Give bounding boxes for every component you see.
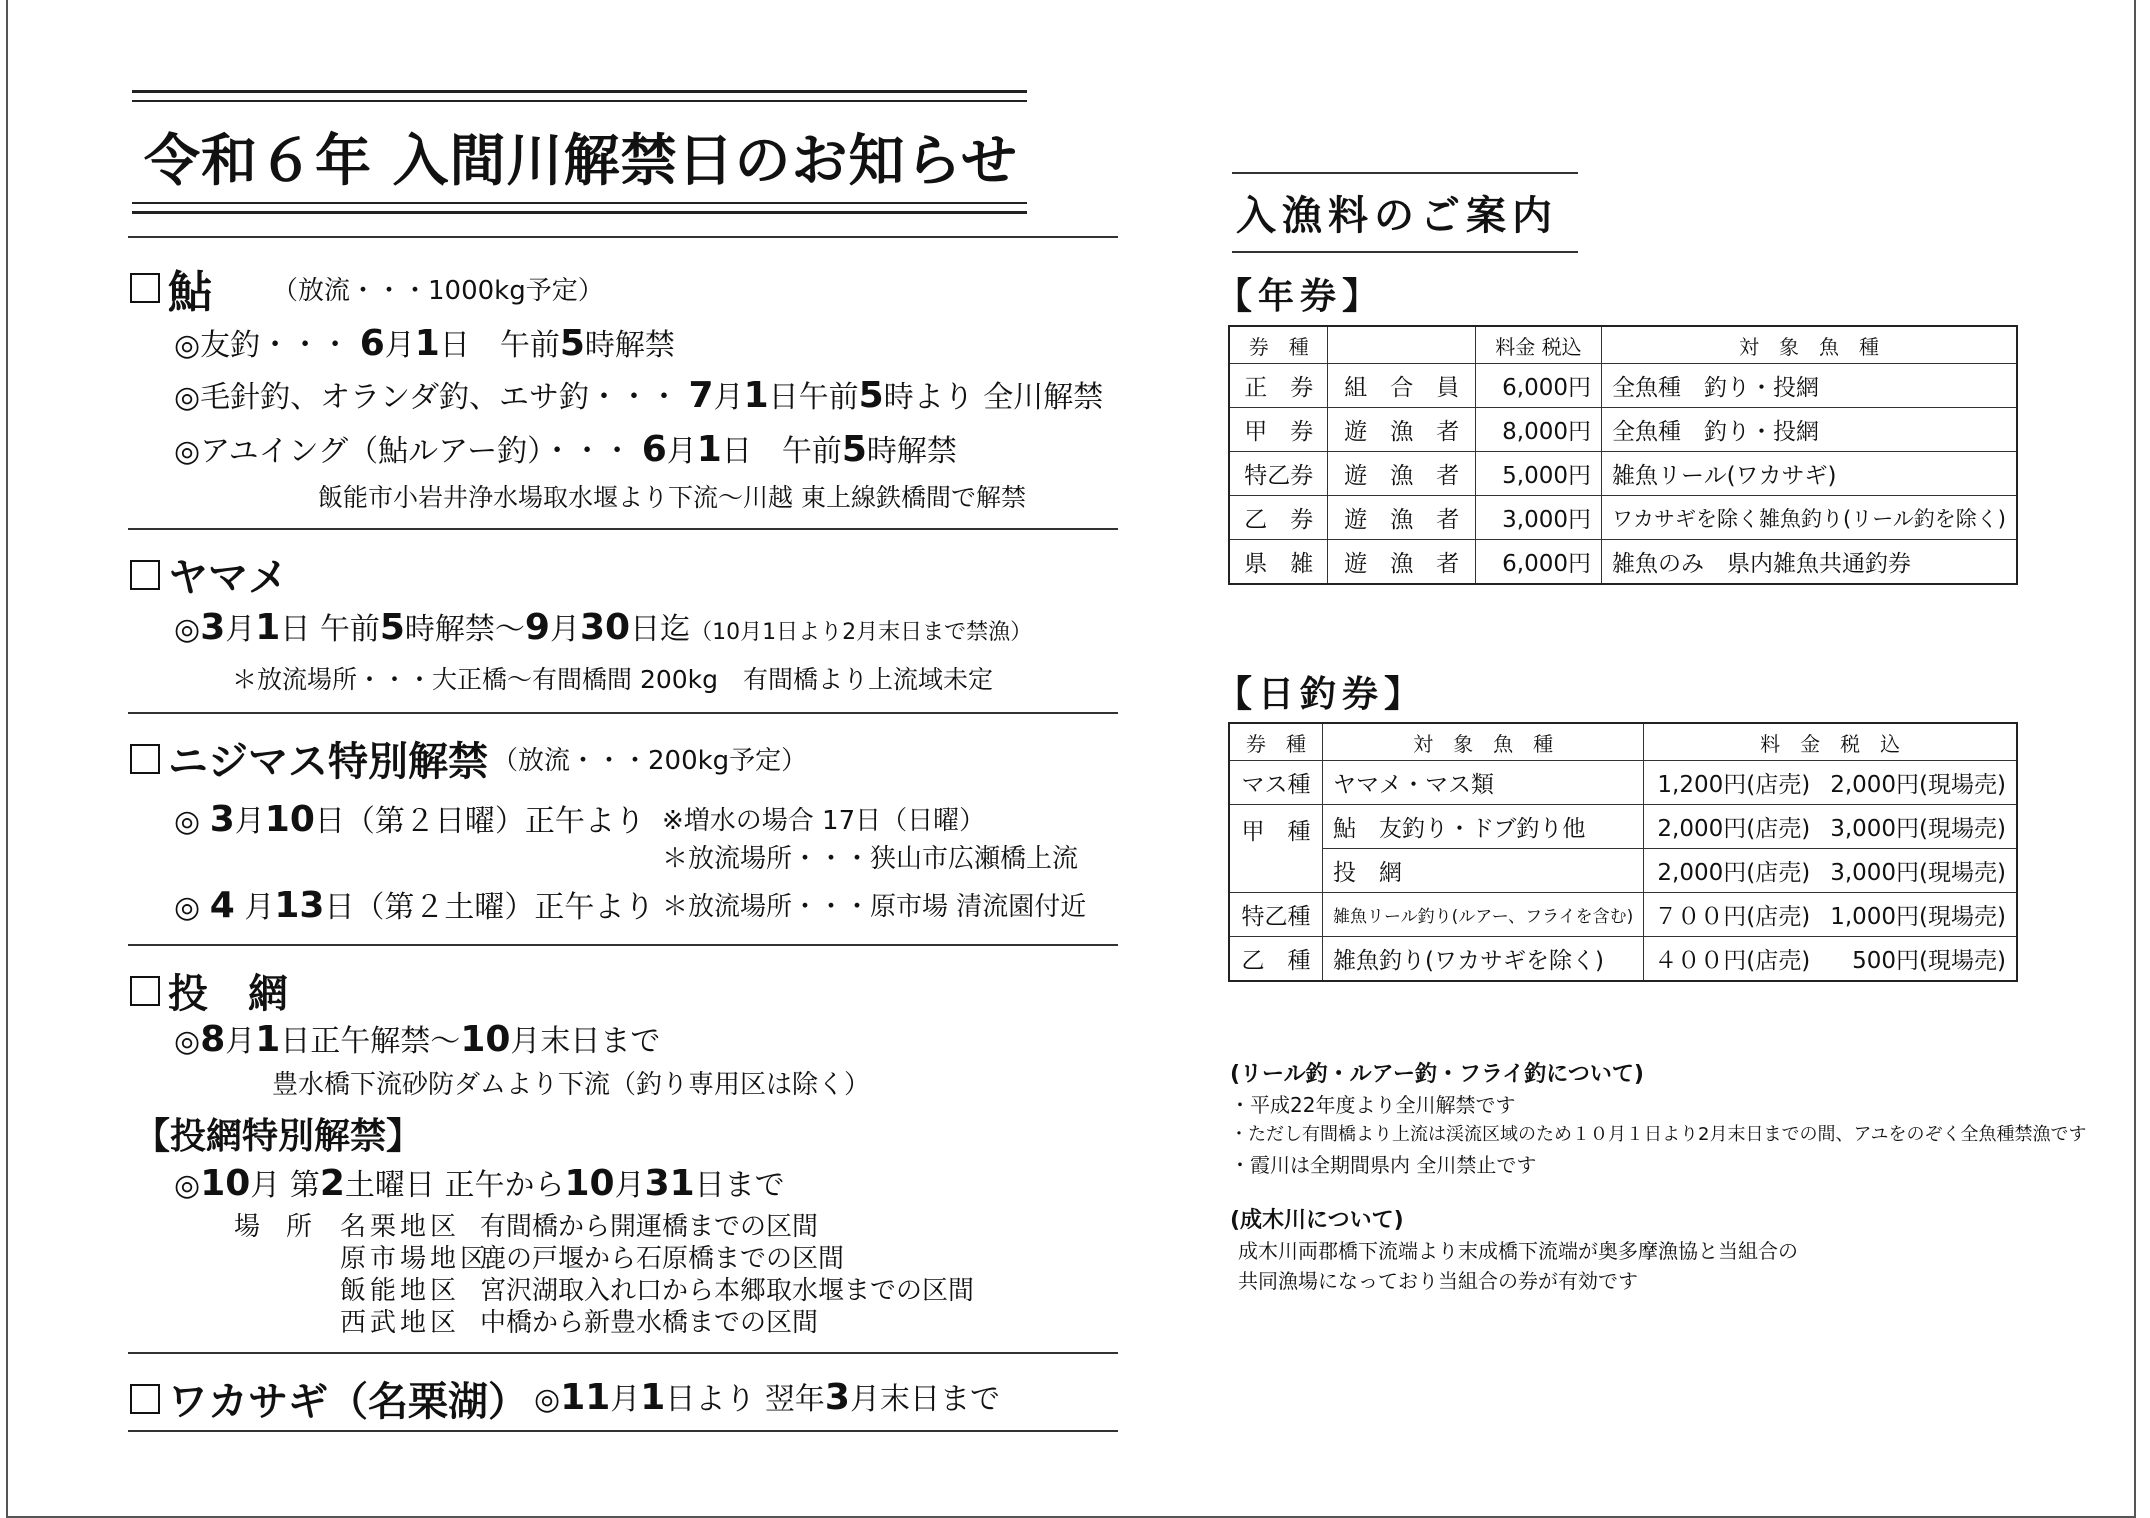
- store-price-cell: ７００円(店売): [1644, 893, 1820, 937]
- target-cell: 全魚種 釣り・投網: [1602, 364, 2017, 408]
- site-price-cell: 500円(現場売): [1820, 937, 2017, 982]
- table-row: [1229, 452, 2017, 496]
- member-cell: 遊 漁 者: [1328, 496, 1476, 540]
- number: 8: [200, 1019, 226, 1060]
- text: 時解禁: [866, 434, 957, 469]
- niji-rain-note: ※増水の場合 17日（日曜）: [662, 806, 986, 836]
- text: 月: [666, 434, 697, 469]
- site-price-cell: 1,000円(現場売): [1820, 893, 2017, 937]
- number: 6: [641, 429, 667, 470]
- store-price-cell: 2,000円(店売): [1644, 805, 1820, 849]
- type-cell: 正 券: [1229, 364, 1328, 408]
- text: 日 午前: [721, 434, 842, 469]
- target-cell: 雑魚リール釣り(ルアー、フライを含む): [1323, 893, 1644, 937]
- type-cell: 甲 種: [1229, 805, 1323, 893]
- header-cell: 券 種: [1229, 723, 1323, 761]
- text: 月: [234, 804, 265, 839]
- table-row: [1229, 540, 2017, 585]
- price-cell: 8,000円: [1475, 408, 1601, 452]
- text: 日 午前: [439, 328, 560, 363]
- number: 5: [559, 323, 585, 364]
- wakasagi-heading-text: ワカサギ（名栗湖）: [168, 1379, 528, 1425]
- ayu-line-1: [174, 320, 675, 364]
- divider: [128, 1430, 1118, 1432]
- number: 2: [319, 1163, 345, 1204]
- text: ◎: [174, 1168, 201, 1203]
- note-line: 成木川両郡橋下流端より末成橋下流端が奥多摩漁協と当組合の: [1238, 1239, 1798, 1263]
- reel-notes-heading: (リール釣・ルアー釣・フライ釣について): [1230, 1062, 1644, 1087]
- number: 10: [564, 1163, 615, 1204]
- text: ◎: [174, 612, 201, 647]
- table-header-row: [1229, 723, 2017, 761]
- number: 1: [696, 429, 722, 470]
- number: 5: [858, 375, 884, 416]
- text: 日（第２日曜）正午より: [314, 804, 645, 839]
- number: 9: [524, 607, 550, 648]
- text: 日 午前: [280, 612, 380, 647]
- section-ayu-heading: [130, 256, 604, 320]
- type-cell: 甲 券: [1229, 408, 1328, 452]
- type-cell: 特乙券: [1229, 452, 1328, 496]
- toami-heading-text: 投 網: [168, 971, 288, 1017]
- place-area: 名栗地区: [340, 1212, 461, 1242]
- niji-line-3: [174, 882, 654, 926]
- reel-notes: [1230, 1060, 2087, 1180]
- number: 13: [274, 885, 325, 926]
- toami-special-heading: 【投網特別解禁】: [134, 1116, 423, 1157]
- note-item: ・平成22年度より全川解禁です: [1230, 1093, 1516, 1117]
- table-row: [1229, 364, 2017, 408]
- text: 日迄: [630, 612, 691, 647]
- text: 時解禁: [584, 328, 675, 363]
- niji-release-1: ＊放流場所・・・狭山市広瀬橋上流: [662, 844, 1079, 874]
- daily-title: 【日釣券】: [1216, 674, 1427, 715]
- target-cell: ヤマメ・マス類: [1323, 761, 1644, 805]
- place-area: 飯能地区: [340, 1276, 461, 1306]
- table-header-row: [1229, 326, 2017, 364]
- checkbox-icon: [130, 273, 160, 303]
- divider: [128, 712, 1118, 714]
- toami-special-line: [174, 1160, 785, 1204]
- text: 月 第: [250, 1168, 320, 1203]
- yamame-heading-text: ヤマメ: [168, 555, 288, 601]
- section-wakasagi-heading: [130, 1370, 528, 1427]
- yamame-line-2: ＊放流場所・・・大正橋～有間橋間 200kg 有間橋より上流域未定: [232, 665, 994, 694]
- text: 日（第２土曜）正午より: [324, 890, 655, 925]
- place-range: 有間橋から開運橋までの区間: [480, 1212, 819, 1242]
- niji-line-1: [174, 796, 645, 840]
- number: 4: [209, 885, 235, 926]
- wakasagi-line: [534, 1374, 1000, 1418]
- text: 月: [225, 1024, 256, 1059]
- text: ◎友釣・・・: [174, 328, 360, 363]
- text: 月: [549, 612, 580, 647]
- number: 1: [743, 375, 769, 416]
- number: 1: [255, 1019, 281, 1060]
- yamame-closed-note: （10月1日より2月末日まで禁漁）: [690, 620, 1033, 645]
- text: 月末日まで: [849, 1382, 1000, 1417]
- store-price-cell: 1,200円(店売): [1644, 761, 1820, 805]
- text: ◎アユイング（鮎ルアー釣）・・・: [174, 434, 642, 469]
- text: 時より 全川解禁: [883, 380, 1104, 415]
- price-cell: 6,000円: [1475, 540, 1601, 585]
- text: ◎: [174, 1024, 201, 1059]
- number: 5: [379, 607, 405, 648]
- header-cell: 対 象 魚 種: [1323, 723, 1644, 761]
- table-row: [1229, 937, 2017, 982]
- checkbox-icon: [130, 976, 160, 1006]
- place-range: 宮沢湖取入れ口から本郷取水堰までの区間: [480, 1276, 975, 1306]
- price-cell: 6,000円: [1475, 364, 1601, 408]
- target-cell: 雑魚のみ 県内雑魚共通釣券: [1602, 540, 2017, 585]
- number: 3: [209, 799, 235, 840]
- note-item: ・ただし有間橋より上流は渓流区域のため１０月１日より2月末日までの間、アユをのぞく全魚種禁漁です: [1230, 1124, 2087, 1145]
- number: 1: [255, 607, 281, 648]
- table-row: [1229, 805, 2017, 849]
- ayu-heading-text: 鮎: [168, 267, 212, 318]
- place-range: 中橋から新豊水橋までの区間: [480, 1308, 819, 1338]
- fee-title: 入漁料のご案内: [1232, 172, 1578, 253]
- place-row: [340, 1302, 818, 1339]
- table-row: [1229, 408, 2017, 452]
- text: ◎: [534, 1382, 561, 1417]
- toami-line-2: 豊水橋下流砂防ダムより下流（釣り専用区は除く）: [272, 1070, 871, 1100]
- nariki-notes-heading: (成木川について): [1230, 1208, 1404, 1233]
- place-area: 原市場地区: [340, 1244, 491, 1274]
- header-cell: 券 種: [1229, 326, 1328, 364]
- daily-fee-table: [1228, 722, 2018, 982]
- header-cell: 料金 税込: [1475, 326, 1601, 364]
- section-toami-heading: [130, 962, 288, 1019]
- niji-release-2: ＊放流場所・・・原市場 清流園付近: [662, 892, 1087, 922]
- target-cell: 投 網: [1323, 849, 1644, 893]
- text: 月: [384, 328, 415, 363]
- place-label: 場 所: [234, 1212, 313, 1242]
- nariki-notes: [1230, 1206, 1798, 1296]
- number: 10: [264, 799, 315, 840]
- type-cell: 特乙種: [1229, 893, 1323, 937]
- checkbox-icon: [130, 744, 160, 774]
- number: 11: [560, 1377, 611, 1418]
- divider: [128, 1352, 1118, 1354]
- divider: [128, 528, 1118, 530]
- page-title: 令和６年 入間川解禁日のお知らせ: [144, 129, 1018, 194]
- target-cell: 雑魚釣り(ワカサギを除く): [1323, 937, 1644, 982]
- ayu-line-3: [174, 426, 957, 470]
- place-range: 鹿の戸堰から石原橋までの区間: [480, 1244, 845, 1274]
- store-price-cell: ４００円(店売): [1644, 937, 1820, 982]
- number: 3: [824, 1377, 850, 1418]
- ayu-note: （放流・・・1000kg予定）: [272, 275, 604, 306]
- note-line: 共同漁場になっており当組合の券が有効です: [1238, 1269, 1638, 1293]
- text: 月末日まで: [510, 1024, 661, 1059]
- header-cell: [1328, 326, 1476, 364]
- store-price-cell: 2,000円(店売): [1644, 849, 1820, 893]
- text: ◎毛針釣、オランダ釣、エサ釣・・・: [174, 380, 689, 415]
- header-cell: 対 象 魚 種: [1602, 326, 2017, 364]
- ayu-line-4: 飯能市小岩井浄水場取水堰より下流～川越 東上線鉄橋間で解禁: [318, 483, 1026, 512]
- number: 1: [640, 1377, 666, 1418]
- type-cell: 県 雑: [1229, 540, 1328, 585]
- table-row: [1229, 849, 2017, 893]
- divider: [128, 944, 1118, 946]
- target-cell: 鮎 友釣り・ドブ釣り他: [1323, 805, 1644, 849]
- number: 6: [359, 323, 385, 364]
- table-row: [1229, 761, 2017, 805]
- table-row: [1229, 893, 2017, 937]
- text: 月: [610, 1382, 641, 1417]
- text: 月: [225, 612, 256, 647]
- niji-note: （放流・・・200kg予定）: [492, 746, 808, 776]
- text: ◎: [174, 804, 210, 839]
- member-cell: 遊 漁 者: [1328, 452, 1476, 496]
- type-cell: マス種: [1229, 761, 1323, 805]
- section-yamame-heading: [130, 546, 288, 603]
- site-price-cell: 3,000円(現場売): [1820, 805, 2017, 849]
- number: 5: [841, 429, 867, 470]
- text: 日まで: [694, 1168, 785, 1203]
- ayu-line-2: [174, 372, 1103, 416]
- checkbox-icon: [130, 1384, 160, 1414]
- text: 日より 翌年: [665, 1382, 825, 1417]
- annual-title: 【年券】: [1216, 276, 1385, 317]
- text: 日午前: [768, 380, 859, 415]
- table-row: [1229, 496, 2017, 540]
- text: 月: [234, 890, 275, 925]
- text: ◎: [174, 890, 210, 925]
- number: 7: [688, 375, 714, 416]
- number: 10: [460, 1019, 511, 1060]
- title-box: [132, 90, 1027, 214]
- section-niji-heading: [130, 730, 807, 787]
- divider: [128, 236, 1118, 238]
- member-cell: 組 合 員: [1328, 364, 1476, 408]
- text: 時解禁～: [404, 612, 525, 647]
- number: 10: [200, 1163, 251, 1204]
- type-cell: 乙 券: [1229, 496, 1328, 540]
- text: 土曜日 正午から: [344, 1168, 565, 1203]
- target-cell: 雑魚リール(ワカサギ): [1602, 452, 2017, 496]
- price-cell: 3,000円: [1475, 496, 1601, 540]
- annual-fee-table: [1228, 325, 2018, 585]
- site-price-cell: 2,000円(現場売): [1820, 761, 2017, 805]
- text: 月: [614, 1168, 645, 1203]
- niji-heading-text: ニジマス特別解禁: [168, 739, 488, 785]
- member-cell: 遊 漁 者: [1328, 408, 1476, 452]
- yamame-line-1: [174, 604, 1032, 648]
- toami-line-1: [174, 1016, 660, 1060]
- number: 3: [200, 607, 226, 648]
- number: 31: [644, 1163, 695, 1204]
- site-price-cell: 3,000円(現場売): [1820, 849, 2017, 893]
- text: 日正午解禁～: [280, 1024, 461, 1059]
- text: 月: [713, 380, 744, 415]
- note-item: ・霞川は全期間県内 全川禁止です: [1230, 1153, 1537, 1177]
- target-cell: ワカサギを除く雑魚釣り(リール釣を除く): [1602, 496, 2017, 540]
- type-cell: 乙 種: [1229, 937, 1323, 982]
- place-area: 西武地区: [340, 1308, 461, 1338]
- target-cell: 全魚種 釣り・投網: [1602, 408, 2017, 452]
- member-cell: 遊 漁 者: [1328, 540, 1476, 585]
- number: 1: [414, 323, 440, 364]
- header-cell: 料 金 税 込: [1644, 723, 2017, 761]
- number: 30: [579, 607, 631, 648]
- checkbox-icon: [130, 560, 160, 590]
- price-cell: 5,000円: [1475, 452, 1601, 496]
